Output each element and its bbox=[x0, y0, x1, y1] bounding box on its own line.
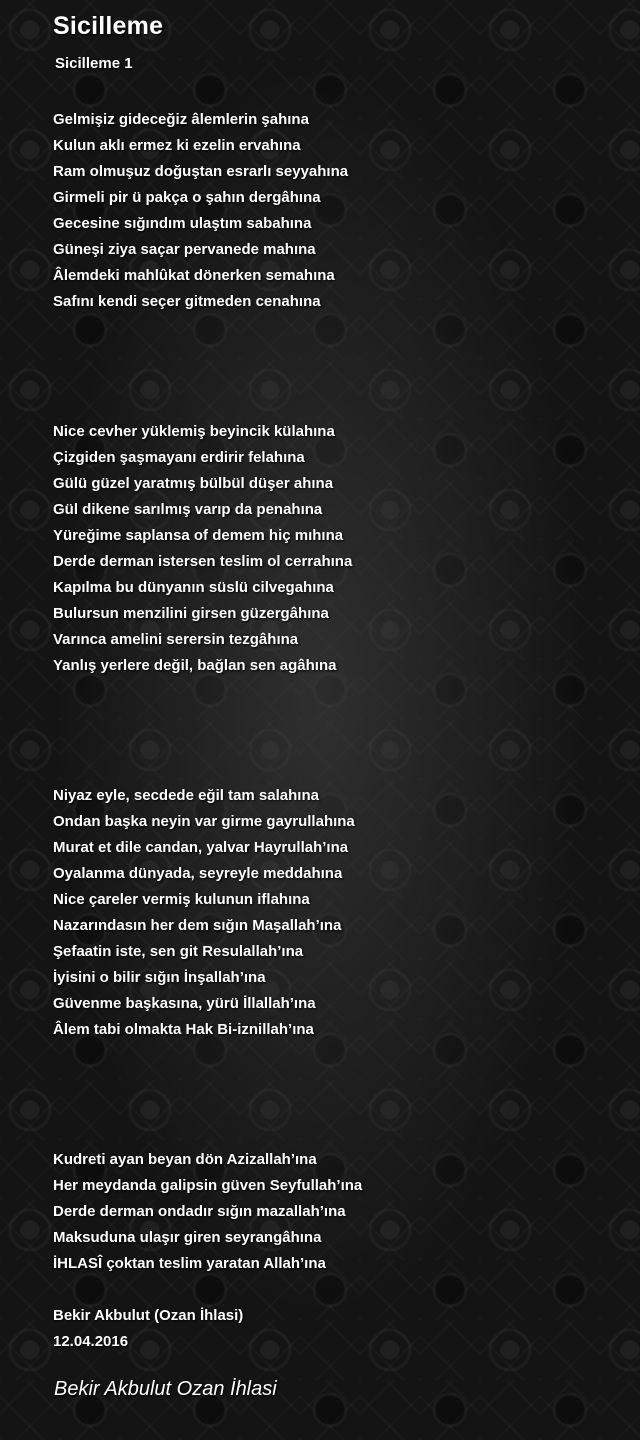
poem-line: İHLASÎ çoktan teslim yaratan Allah’ına bbox=[53, 1255, 326, 1272]
poem-line: Gecesine sığındım ulaştım sabahına bbox=[53, 215, 312, 232]
poem-line: Güvenme başkasına, yürü İllallah’ına bbox=[53, 995, 316, 1012]
poem-line: Gelmişiz gideceğiz âlemlerin şahına bbox=[53, 111, 309, 128]
poem-line: Bulursun menzilini girsen güzergâhına bbox=[53, 605, 329, 622]
poem-line: Ondan başka neyin var girme gayrullahına bbox=[53, 813, 355, 830]
stanza-gap bbox=[53, 315, 613, 419]
stanza-2 bbox=[53, 419, 613, 679]
poem-line: Kulun aklı ermez ki ezelin ervahına bbox=[53, 137, 301, 154]
poem-footer bbox=[53, 1303, 613, 1355]
poem-line: Şefaatin iste, sen git Resulallah’ına bbox=[53, 943, 304, 960]
poem-line: Safını kendi seçer gitmeden cenahına bbox=[53, 293, 321, 310]
poem-line: Gül dikene sarılmış varıp da penahına bbox=[53, 501, 323, 518]
stanza-1 bbox=[53, 107, 613, 315]
poem-line: Niyaz eyle, secdede eğil tam salahına bbox=[53, 787, 319, 804]
poem-line: İyisini o bilir sığın İnşallah’ına bbox=[53, 969, 266, 986]
poem-line: Yanlış yerlere değil, bağlan sen agâhına bbox=[53, 657, 337, 674]
poem-line: Derde derman ondadır sığın mazallah’ına bbox=[53, 1203, 346, 1220]
stanza-gap bbox=[53, 1043, 613, 1147]
poem-line: Kapılma bu dünyanın süslü cilvegahına bbox=[53, 579, 334, 596]
poem-line: Kudreti ayan beyan dön Azizallah’ına bbox=[53, 1151, 317, 1168]
stanza-4 bbox=[53, 1147, 613, 1277]
author-line: Bekir Akbulut (Ozan İhlasi) bbox=[53, 1307, 244, 1324]
poem-line: Derde derman istersen teslim ol cerrahına bbox=[53, 553, 353, 570]
poem-subtitle: Sicilleme 1 bbox=[55, 55, 133, 72]
poem-body bbox=[53, 107, 613, 1355]
poem-line: Varınca amelini serersin tezgâhına bbox=[53, 631, 299, 648]
poem-line: Güneşi ziya saçar pervanede mahına bbox=[53, 241, 316, 258]
poem-line: Girmeli pir ü pakça o şahın dergâhına bbox=[53, 189, 321, 206]
poem-line: Yüreğime saplansa of demem hiç mıhına bbox=[53, 527, 344, 544]
poem-line: Nice çareler vermiş kulunun iflahına bbox=[53, 891, 310, 908]
poem-line: Âlemdeki mahlûkat dönerken semahına bbox=[53, 267, 335, 284]
stanza-3 bbox=[53, 783, 613, 1043]
poem-line: Maksuduna ulaşır giren seyrangâhına bbox=[53, 1229, 322, 1246]
poem-line: Nazarındasın her dem sığın Maşallah’ına bbox=[53, 917, 342, 934]
poem-line: Ram olmuşuz doğuştan esrarlı seyyahına bbox=[53, 163, 349, 180]
poem-line: Gülü güzel yaratmış bülbül düşer ahına bbox=[53, 475, 334, 492]
poem-line: Murat et dile candan, yalvar Hayrullah’ına bbox=[53, 839, 349, 856]
poem-line: Her meydanda galipsin güven Seyfullah’ına bbox=[53, 1177, 363, 1194]
poem-line: Nice cevher yüklemiş beyincik külahına bbox=[53, 423, 335, 440]
poem-line: Çizgiden şaşmayanı erdirir felahına bbox=[53, 449, 305, 466]
poem-title: Sicilleme bbox=[53, 12, 164, 40]
poem-line: Âlem tabi olmakta Hak Bi-iznillah’ına bbox=[53, 1021, 314, 1038]
stanza-gap bbox=[53, 679, 613, 783]
author-signature: Bekir Akbulut Ozan İhlasi bbox=[54, 1378, 277, 1400]
poem-line: Oyalanma dünyada, seyreyle meddahına bbox=[53, 865, 343, 882]
poem-date: 12.04.2016 bbox=[53, 1333, 129, 1350]
stanza-gap bbox=[53, 1277, 613, 1303]
